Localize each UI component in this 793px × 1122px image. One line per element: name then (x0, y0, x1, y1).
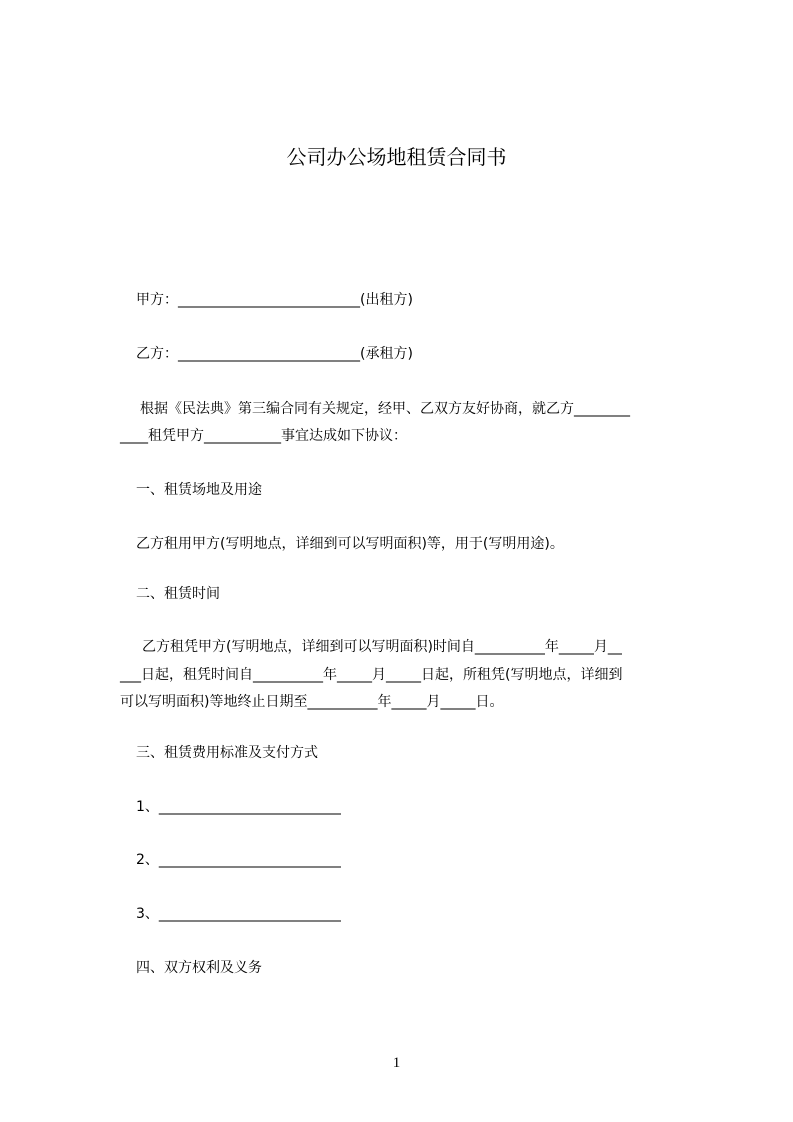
section3-item-3: 3、__________________________ (136, 906, 341, 922)
preamble-line-1: 根据《民法典》第三编合同有关规定，经甲、乙双方友好协商，就乙方________ (140, 401, 630, 417)
party-a-line: 甲方：__________________________(出租方) (136, 292, 413, 308)
section3-heading: 三、租赁费用标准及支付方式 (136, 745, 318, 761)
party-b-line: 乙方：__________________________(承租方) (136, 346, 413, 362)
section3-item-1: 1、__________________________ (136, 799, 341, 815)
section1-body: 乙方租用甲方(写明地点，详细到可以写明面积)等，用于(写明用途)。 (136, 536, 564, 552)
preamble-line-2: ____租凭甲方___________事宜达成如下协议： (120, 428, 407, 444)
section2-heading: 二、租赁时间 (136, 586, 220, 602)
section4-heading: 四、双方权利及义务 (136, 960, 262, 976)
section2-body-line-1: 乙方租凭甲方(写明地点，详细到可以写明面积)时间自__________年_____月__ (142, 639, 622, 655)
page-number: 1 (392, 1055, 401, 1071)
section3-item-2: 2、__________________________ (136, 852, 341, 868)
section2-body-line-2: ___日起，租凭时间自__________年_____月_____日起，所租凭(写明地点，详细到 (120, 667, 623, 683)
document-title: 公司办公场地租赁合同书 (286, 145, 507, 169)
section1-heading: 一、租赁场地及用途 (136, 482, 262, 498)
section2-body-line-3: 可以写明面积)等地终止日期至__________年_____月_____日。 (120, 694, 504, 710)
